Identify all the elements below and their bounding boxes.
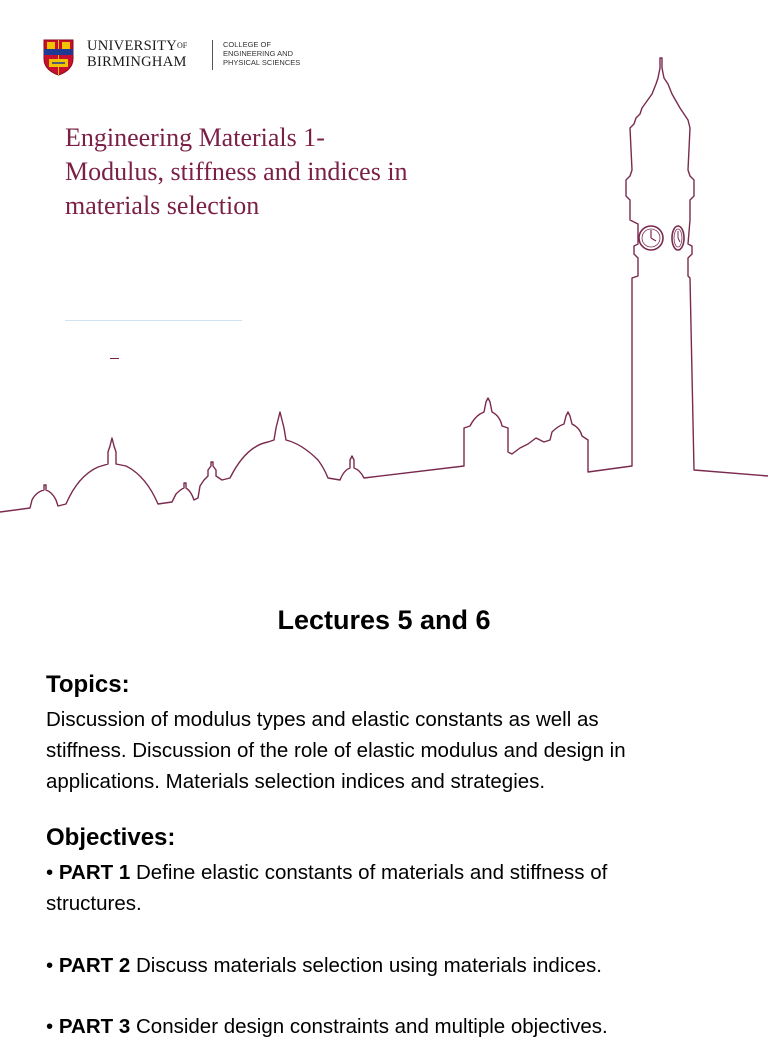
objective-label: PART 3 xyxy=(58,1015,131,1038)
objectives-heading: Objectives: xyxy=(46,824,176,851)
university-line-1: UNIVERSITY xyxy=(87,38,177,54)
objective-text: Discuss materials selection using materials indices. xyxy=(135,954,602,977)
objective-label: PART 2 xyxy=(58,954,131,977)
slide-title-line: materials selection xyxy=(65,191,260,220)
objective-text: Consider design constraints and multiple objectives. xyxy=(135,1015,608,1038)
bullet: • xyxy=(46,861,54,884)
lecture-heading: Lectures 5 and 6 xyxy=(277,605,491,635)
objective-item xyxy=(46,1011,736,1042)
objective-label: PART 1 xyxy=(58,861,131,884)
topics-paragraph xyxy=(46,704,736,797)
objective-item xyxy=(46,950,736,981)
college-line: COLLEGE OF xyxy=(223,40,271,49)
objective-item xyxy=(46,857,736,919)
topics-heading: Topics: xyxy=(46,671,130,698)
objective-text: structures. xyxy=(46,892,142,915)
bullet: • xyxy=(46,1015,54,1038)
topics-line: applications. Materials selection indices and strategies. xyxy=(46,770,546,793)
university-line-2: BIRMINGHAM xyxy=(87,54,187,70)
bullet: • xyxy=(46,954,54,977)
topics-line: Discussion of modulus types and elastic constants as well as xyxy=(46,708,599,731)
slide-title-line: Engineering Materials 1- xyxy=(65,123,325,152)
college-line: PHYSICAL SCIENCES xyxy=(223,58,301,67)
college-line: ENGINEERING AND xyxy=(223,49,294,58)
university-of: OF xyxy=(177,41,188,50)
objective-text: Define elastic constants of materials and stiffness of xyxy=(135,861,608,884)
topics-line: stiffness. Discussion of the role of elastic modulus and design in xyxy=(46,739,626,762)
slide-title-line: Modulus, stiffness and indices in xyxy=(65,157,408,186)
